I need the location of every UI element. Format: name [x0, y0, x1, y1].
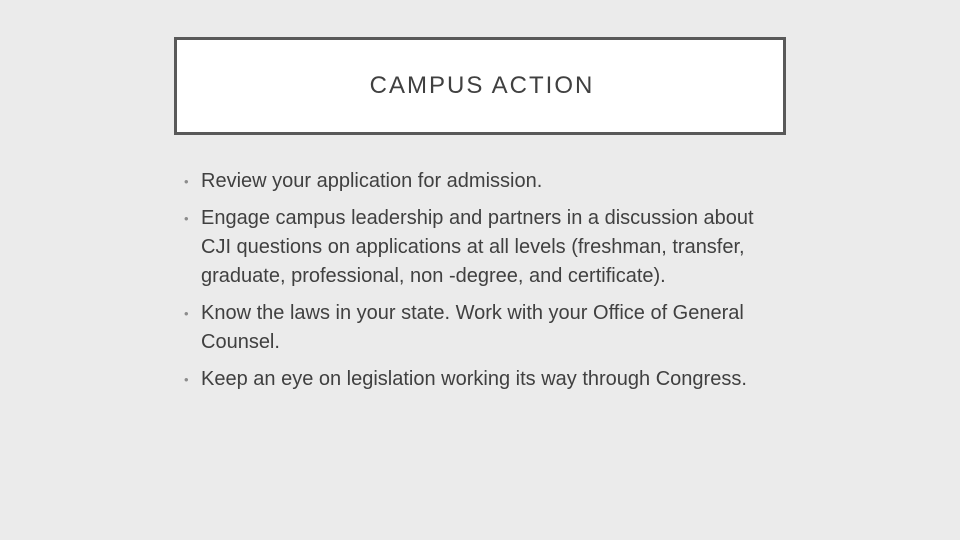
bullet-icon: •	[184, 211, 189, 226]
bullet-icon: •	[184, 174, 189, 189]
bullet-text: Know the laws in your state. Work with your Office of General Counsel.	[201, 302, 744, 353]
bullet-item-review-application	[184, 167, 784, 196]
slide-title: CAMPUS ACTION	[369, 72, 595, 99]
bullet-icon: •	[184, 306, 189, 321]
title-box	[174, 37, 786, 135]
bullet-icon: •	[184, 372, 189, 387]
bullet-text: Review your application for admission.	[201, 170, 543, 192]
bullet-text: Engage campus leadership and partners in a discussion about CJI questions on applications at all levels (freshman, transfer, graduate, professional, non -degree, and certificate).	[201, 207, 754, 287]
bullet-item-legislation	[184, 365, 784, 394]
bullet-item-engage-leadership	[184, 204, 784, 291]
bullet-text: Keep an eye on legislation working its way through Congress.	[201, 368, 747, 390]
bullet-item-know-laws	[184, 299, 784, 357]
bullet-list	[184, 167, 784, 402]
